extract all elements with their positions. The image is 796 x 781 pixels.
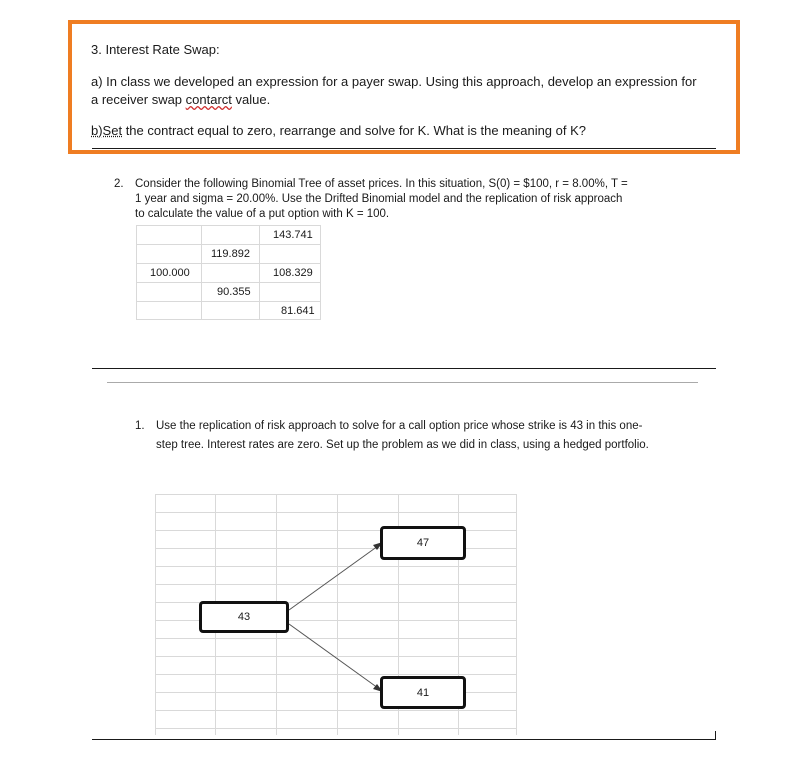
tree-node-u: 119.892	[211, 248, 250, 260]
q3-part-a-post: value.	[231, 92, 271, 107]
q3-part-a-pre: a receiver swap	[91, 92, 186, 107]
q3-title: 3. Interest Rate Swap:	[91, 42, 220, 57]
tree-branches	[289, 546, 378, 688]
q1-line2: step tree. Interest rates are zero. Set up the problem as we did in class, using a hedged portfolio.	[156, 439, 649, 451]
cursor-mark	[715, 731, 716, 740]
tree-node-up: 47	[380, 526, 466, 560]
branch-up	[289, 546, 378, 610]
tree-node-start: 43	[199, 601, 289, 633]
tree-node-down: 41	[380, 676, 466, 709]
q2-number: 2.	[114, 178, 124, 190]
q3-part-b-label: b)Set	[91, 123, 123, 138]
q2-line1: Consider the following Binomial Tree of asset prices. In this situation, S(0) = $100, r = 8.00%, T =	[135, 178, 628, 190]
q2-line2: 1 year and sigma = 20.00%. Use the Drifted Binomial model and the replication of risk approach	[135, 193, 623, 205]
q1-number: 1.	[135, 420, 145, 432]
q3-part-a-line1: a) In class we developed an expression for a payer swap. Using this approach, develop an expression for	[91, 74, 697, 89]
tree-node-s0: 100.000	[150, 267, 190, 279]
tree-node-uu: 143.741	[273, 229, 313, 241]
q2-line3: to calculate the value of a put option with K = 100.	[135, 208, 390, 220]
tree-node-ud: 108.329	[273, 267, 313, 279]
tree-node-dd: 81.641	[281, 305, 315, 317]
divider-4	[92, 739, 716, 740]
q3-misspelled-word: contarct	[185, 92, 232, 107]
q1-line1: Use the replication of risk approach to solve for a call option price whose strike is 43 in this one-	[156, 420, 643, 432]
q3-part-b-text: the contract equal to zero, rearrange and solve for K. What is the meaning of K?	[122, 123, 587, 138]
tree-node-d: 90.355	[217, 286, 251, 298]
